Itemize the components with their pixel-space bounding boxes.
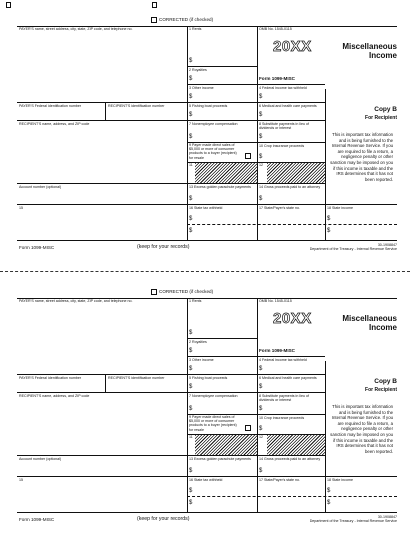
box2-royalties-label: 2 Royalties <box>189 68 207 72</box>
account-number-label: Account number (optional) <box>19 185 62 189</box>
box15-label: 15 <box>19 206 23 210</box>
box12-label: 12 <box>259 435 263 439</box>
box5-fishing-label: 5 Fishing boat proceeds <box>189 104 228 108</box>
box13-dollar: $ <box>189 196 193 202</box>
form-name: Form 1099-MISC <box>259 76 295 81</box>
footer-keep: (keep for your records) <box>137 516 190 522</box>
box7-nonemployee-label: 7 Nonemployee compensation <box>189 122 238 126</box>
box6-dollar: $ <box>259 112 263 118</box>
copy-sub: For Recipient <box>365 387 397 393</box>
box3-other-income-label: 3 Other income <box>189 358 214 362</box>
box16-dollar-2: $ <box>189 500 193 506</box>
corrected-label: CORRECTED (if checked) <box>159 17 214 23</box>
box11-shaded <box>195 163 257 183</box>
tax-notice: This is important tax information and is being furnished to the Internal Revenue Service. If you are required to file a return, a negligence penalty or other sanction may be imposed on you if this income is taxable and the IRS determines that it has not been reported. <box>330 132 393 182</box>
payer-name-label: PAYER'S name, street address, city, state, ZIP code, and telephone no. <box>19 299 133 303</box>
copy-label: Copy B <box>374 378 397 385</box>
tax-notice: This is important tax information and is being furnished to the Internal Revenue Service. If you are required to file a return, a negligence penalty or other sanction may be imposed on you if this income is taxable and the IRS determines that it has not been reported. <box>330 404 393 454</box>
tax-year: 20XX <box>273 310 312 327</box>
box7-dollar: $ <box>189 134 193 140</box>
payer-name-field[interactable] <box>19 306 185 372</box>
payer-id-label: PAYER'S Federal identification number <box>19 376 82 380</box>
box6-medical-label: 6 Medical and health care payments <box>259 104 317 108</box>
tax-year: 20XX <box>273 38 312 55</box>
cut-line <box>0 271 410 272</box>
box5-dollar: $ <box>189 384 193 390</box>
box17-state-payer-label: 17 State/Payer's state no. <box>259 206 301 210</box>
box3-dollar: $ <box>189 366 193 372</box>
box11-shaded <box>195 435 257 455</box>
box1-dollar: $ <box>189 58 193 64</box>
box9-checkbox[interactable] <box>245 425 251 431</box>
box18-dollar-1: $ <box>327 216 331 222</box>
box2-royalties-label: 2 Royalties <box>189 340 207 344</box>
recipient-id-label: RECIPIENT'S identification number <box>108 376 165 380</box>
box4-dollar: $ <box>259 366 263 372</box>
recipient-name-label: RECIPIENT'S name, address, and ZIP code <box>19 394 90 398</box>
box9-direct-sales-label: 9 Payer made direct sales of $5,000 or more of consumer products to a buyer (recipient) for resale <box>189 415 237 432</box>
box18-dollar-1: $ <box>327 488 331 494</box>
box14-attorney-label: 14 Gross proceeds paid to an attorney <box>259 457 321 461</box>
box13-golden-label: 13 Excess golden parachute payments <box>189 185 251 189</box>
box11-label: 11 <box>189 163 193 167</box>
corrected-checkbox[interactable] <box>151 289 157 295</box>
box10-crop-label: 10 Crop insurance proceeds <box>259 144 305 148</box>
copy-label: Copy B <box>374 106 397 113</box>
box12-shaded <box>267 435 325 455</box>
box8-dollar: $ <box>259 134 263 140</box>
box12-label: 12 <box>259 163 263 167</box>
box8-dollar: $ <box>259 406 263 412</box>
box8-substitute-label: 8 Substitute payments in lieu of dividends or interest <box>259 122 309 131</box>
box18-state-income-label: 18 State income <box>327 206 353 210</box>
box16-dollar-2: $ <box>189 228 193 234</box>
form-1099-misc <box>17 17 397 261</box>
box15-label: 15 <box>19 478 23 482</box>
box16-state-tax-label: 16 State tax withheld <box>189 478 223 482</box>
footer-department: Department of the Treasury - Internal Revenue Service <box>309 519 397 523</box>
box11-label: 11 <box>189 435 193 439</box>
payer-name-field[interactable] <box>19 34 185 100</box>
recipient-name-label: RECIPIENT'S name, address, and ZIP code <box>19 122 90 126</box>
payer-name-label: PAYER'S name, street address, city, state, ZIP code, and telephone no. <box>19 27 133 31</box>
box14-attorney-label: 14 Gross proceeds paid to an attorney <box>259 185 321 189</box>
title-line2: Income <box>368 323 397 332</box>
box18-dollar-2: $ <box>327 228 331 234</box>
box14-dollar: $ <box>259 196 263 202</box>
box13-dollar: $ <box>189 468 193 474</box>
title-line1: Miscellaneous <box>342 314 397 323</box>
corrected-row[interactable] <box>151 17 213 23</box>
box5-dollar: $ <box>189 112 193 118</box>
omb-number: OMB No. 1545-0115 <box>259 299 292 303</box>
top-left-checkbox[interactable] <box>6 2 11 8</box>
corrected-checkbox[interactable] <box>151 17 157 23</box>
account-number-label: Account number (optional) <box>19 457 62 461</box>
footer-form: Form 1099-MISC <box>19 517 55 522</box>
form-name: Form 1099-MISC <box>259 348 295 353</box>
box17-state-payer-label: 17 State/Payer's state no. <box>259 478 301 482</box>
box10-dollar: $ <box>259 154 263 160</box>
footer-form: Form 1099-MISC <box>19 245 55 250</box>
box3-other-income-label: 3 Other income <box>189 86 214 90</box>
box16-dollar-1: $ <box>189 216 193 222</box>
box1-dollar: $ <box>189 330 193 336</box>
box4-fed-tax-label: 4 Federal income tax withheld <box>259 358 307 362</box>
corrected-label: CORRECTED (if checked) <box>159 289 214 295</box>
form-title <box>329 42 397 60</box>
box2-dollar: $ <box>189 348 193 354</box>
box4-dollar: $ <box>259 94 263 100</box>
footer-keep: (keep for your records) <box>137 244 190 250</box>
footer-cat-number: 30-1908847 <box>377 515 397 519</box>
box2-dollar: $ <box>189 76 193 82</box>
copy-sub: For Recipient <box>365 115 397 121</box>
box3-dollar: $ <box>189 94 193 100</box>
box5-fishing-label: 5 Fishing boat proceeds <box>189 376 228 380</box>
box10-dollar: $ <box>259 426 263 432</box>
box1-rents-label: 1 Rents <box>189 27 202 31</box>
box12-shaded <box>267 163 325 183</box>
box6-medical-label: 6 Medical and health care payments <box>259 376 317 380</box>
footer-cat-number: 30-1908847 <box>377 243 397 247</box>
corrected-row[interactable] <box>151 289 213 295</box>
title-line1: Miscellaneous <box>342 42 397 51</box>
footer-department: Department of the Treasury - Internal Revenue Service <box>309 247 397 251</box>
box9-direct-sales-label: 9 Payer made direct sales of $5,000 or more of consumer products to a buyer (recipient) for resale <box>189 143 237 160</box>
payer-id-label: PAYER'S Federal identification number <box>19 104 82 108</box>
box4-fed-tax-label: 4 Federal income tax withheld <box>259 86 307 90</box>
box14-dollar: $ <box>259 468 263 474</box>
box18-state-income-label: 18 State income <box>327 478 353 482</box>
box7-nonemployee-label: 7 Nonemployee compensation <box>189 394 238 398</box>
form-1099-misc <box>17 289 397 533</box>
top-center-checkbox[interactable] <box>152 2 157 8</box>
recipient-id-label: RECIPIENT'S identification number <box>108 104 165 108</box>
box18-dollar-2: $ <box>327 500 331 506</box>
title-line2: Income <box>368 51 397 60</box>
box16-dollar-1: $ <box>189 488 193 494</box>
box6-dollar: $ <box>259 384 263 390</box>
box10-crop-label: 10 Crop insurance proceeds <box>259 416 305 420</box>
box8-substitute-label: 8 Substitute payments in lieu of dividends or interest <box>259 394 309 403</box>
box16-state-tax-label: 16 State tax withheld <box>189 206 223 210</box>
box9-checkbox[interactable] <box>245 153 251 159</box>
box7-dollar: $ <box>189 406 193 412</box>
form-title <box>329 314 397 332</box>
box1-rents-label: 1 Rents <box>189 299 202 303</box>
omb-number: OMB No. 1545-0115 <box>259 27 292 31</box>
box13-golden-label: 13 Excess golden parachute payments <box>189 457 251 461</box>
